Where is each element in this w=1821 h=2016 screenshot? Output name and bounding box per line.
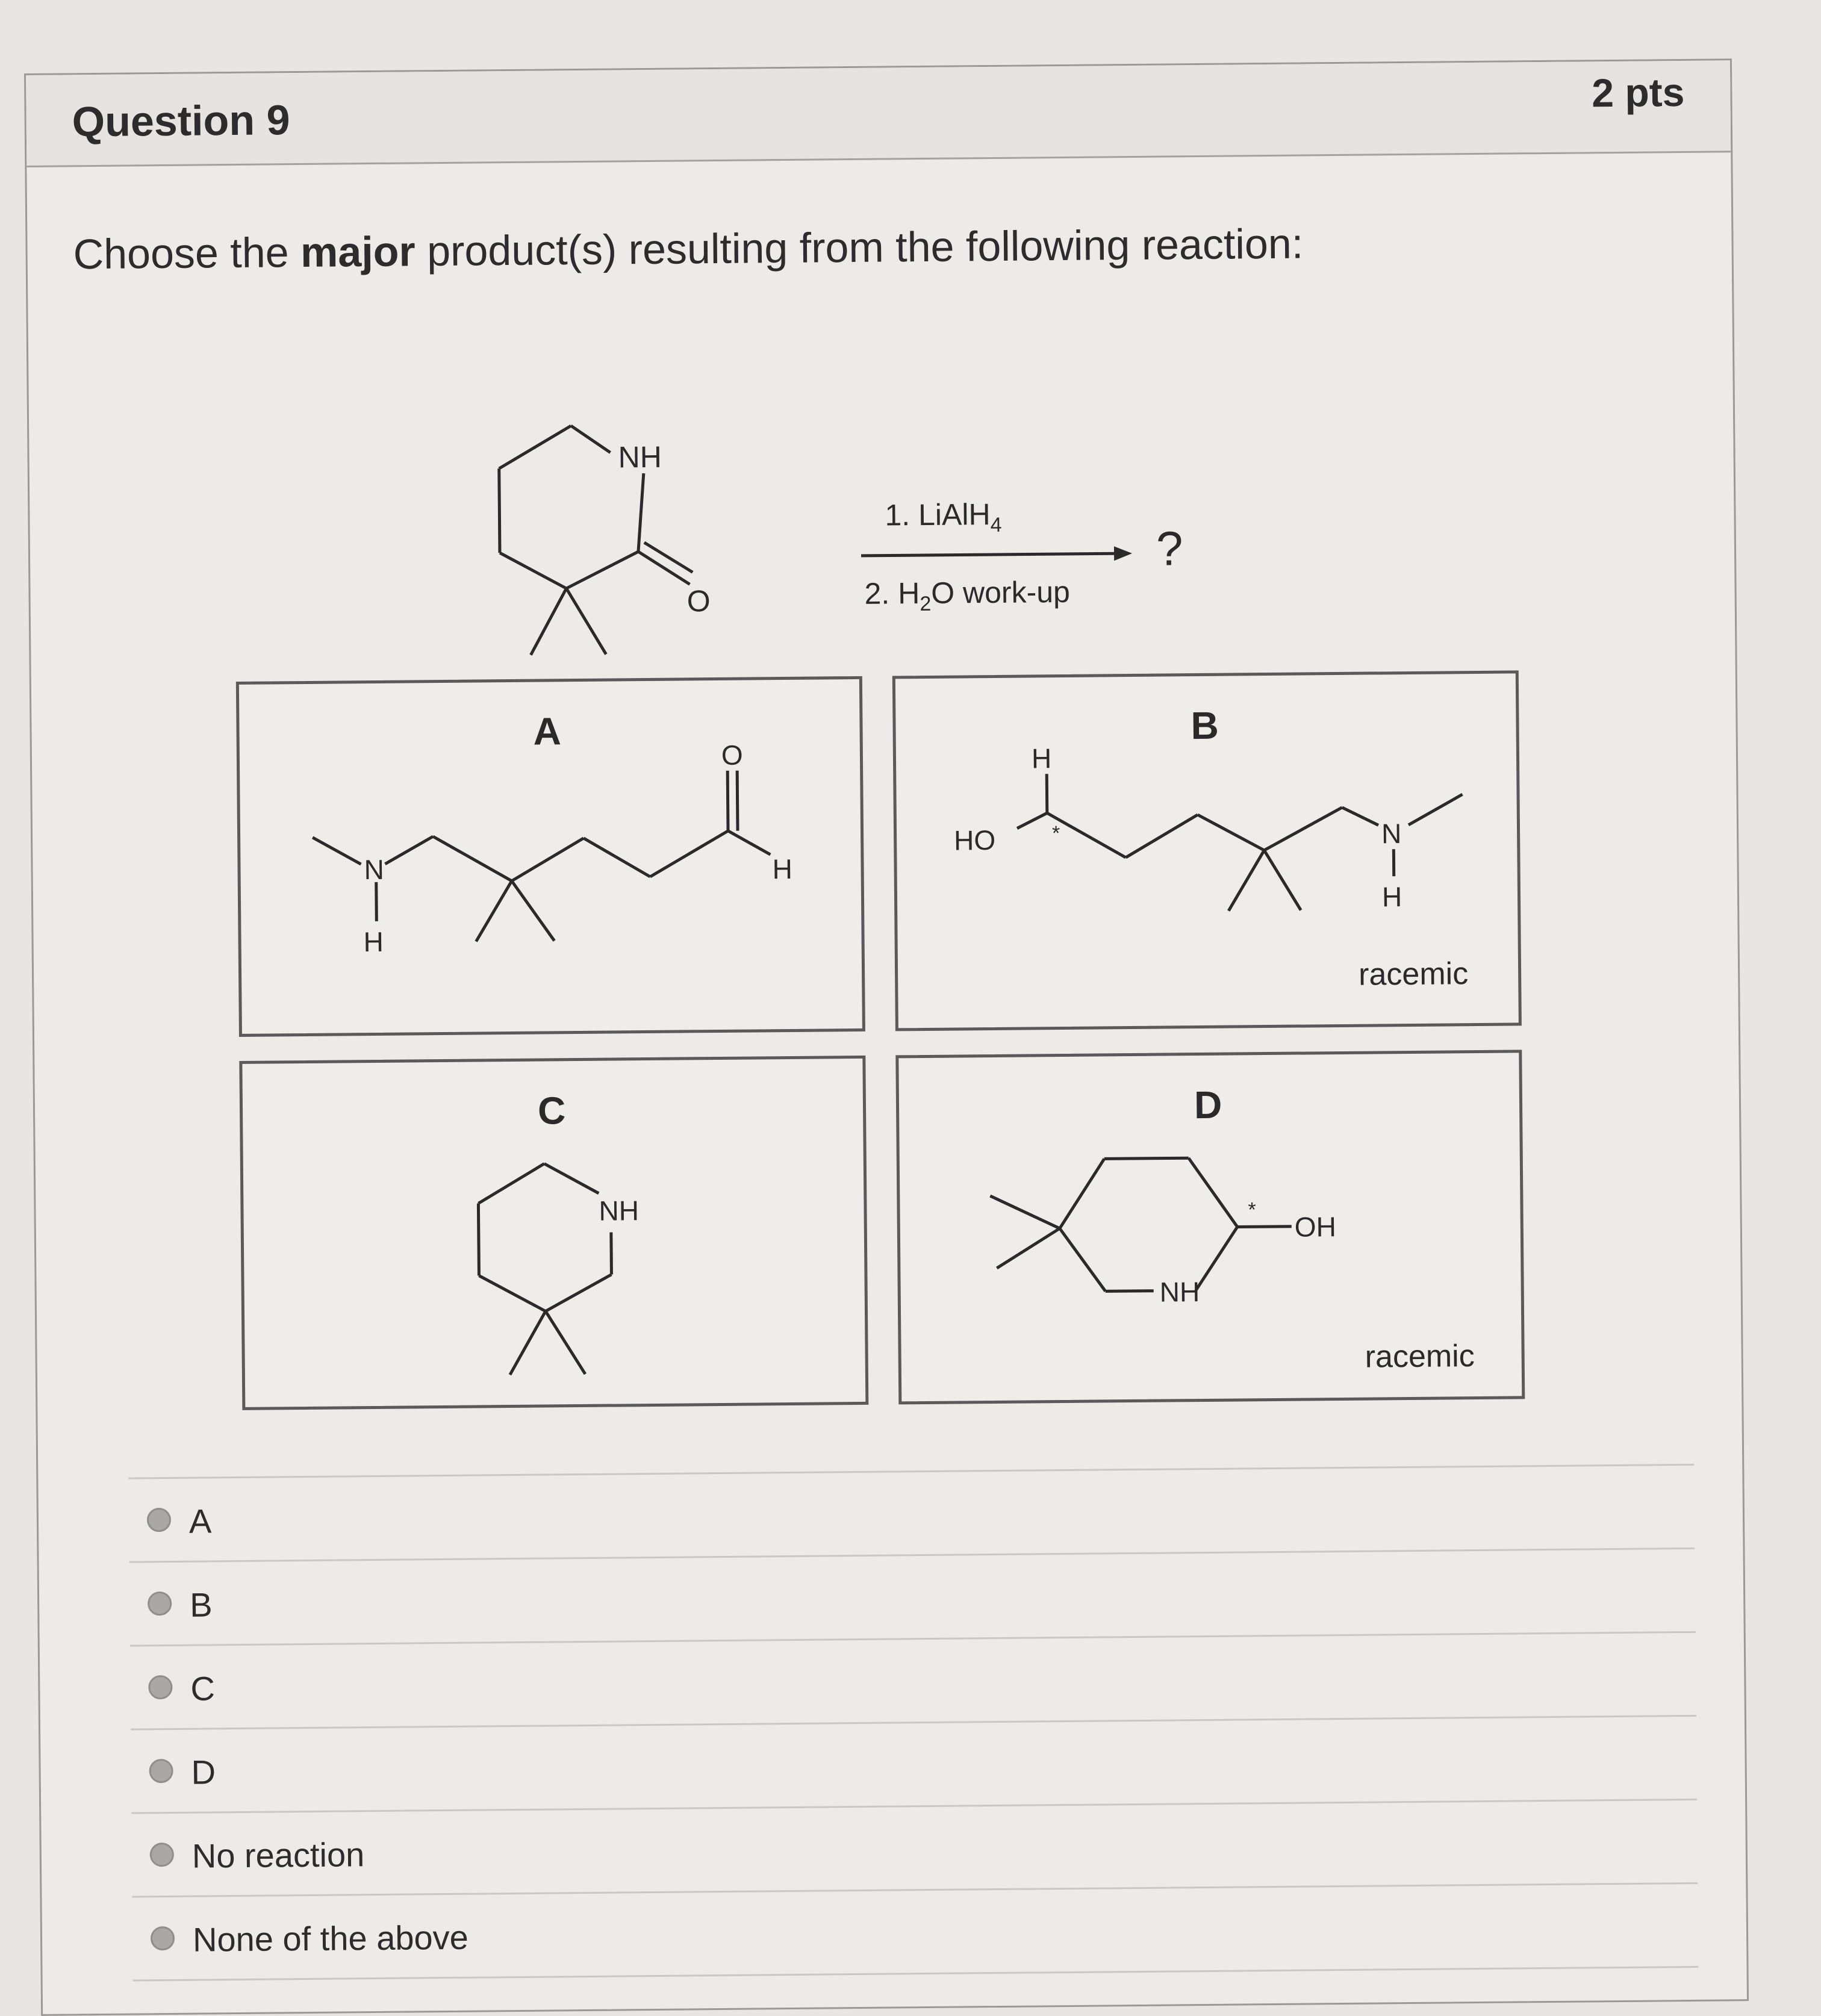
- radio-button[interactable]: [151, 1926, 175, 1950]
- option-a-label: A: [533, 709, 561, 753]
- answer-label: No reaction: [192, 1835, 365, 1875]
- option-a-box: [236, 676, 865, 1037]
- option-c-label: C: [538, 1088, 566, 1133]
- option-b-note: racemic: [1359, 956, 1469, 992]
- option-d-nh: NH: [1160, 1276, 1200, 1308]
- radio-button[interactable]: [148, 1675, 172, 1699]
- question-panel: [24, 58, 1749, 2016]
- answer-label: D: [191, 1752, 216, 1791]
- radio-button[interactable]: [148, 1591, 172, 1616]
- reagent-step-1: 1. LiAlH$_4$: [885, 497, 1002, 538]
- answer-option-c[interactable]: [130, 1631, 1696, 1729]
- option-c-box: [239, 1056, 868, 1410]
- option-b-ho: HO: [954, 824, 995, 856]
- option-b-stereo-star: *: [1052, 822, 1060, 845]
- prompt-text-end: product(s) resulting from the following reaction:: [415, 220, 1303, 275]
- question-title: Question 9: [72, 96, 290, 146]
- option-b-box: [892, 670, 1522, 1031]
- option-c-nh: NH: [599, 1195, 639, 1227]
- question-points: 2 pts: [1592, 69, 1685, 116]
- option-a-o: O: [721, 739, 743, 771]
- option-d-stereo-star: *: [1248, 1198, 1256, 1221]
- option-b-n: N: [1381, 818, 1402, 849]
- question-header: [26, 60, 1731, 167]
- answer-label: C: [190, 1669, 215, 1708]
- reagent-step-2: 2. $H_2O$ work-up: [864, 575, 1070, 616]
- option-b-structure: [895, 673, 1519, 1028]
- answer-list: [128, 1464, 1698, 1982]
- option-a-n: N: [364, 854, 384, 885]
- answer-option-d[interactable]: [131, 1715, 1697, 1812]
- unknown-product: ?: [1156, 521, 1183, 575]
- option-d-note: racemic: [1365, 1339, 1475, 1375]
- reactant-o-label: O: [686, 584, 710, 618]
- answer-option-none[interactable]: [132, 1882, 1698, 1982]
- prompt-text-start: Choose the: [73, 229, 300, 278]
- reactant-nh-label: NH: [618, 440, 662, 474]
- option-c-structure: [242, 1059, 865, 1407]
- option-d-structure: [898, 1053, 1522, 1401]
- answer-label: None of the above: [193, 1918, 468, 1959]
- option-a-h1: H: [363, 926, 384, 957]
- answer-label: B: [190, 1585, 213, 1624]
- option-b-label: B: [1191, 703, 1219, 748]
- option-d-label: D: [1194, 1083, 1222, 1127]
- answer-option-no-reaction[interactable]: [131, 1799, 1698, 1896]
- option-b-h-top: H: [1032, 742, 1052, 774]
- option-d-box: [895, 1050, 1525, 1404]
- radio-button[interactable]: [150, 1843, 174, 1867]
- option-b-h: H: [1382, 881, 1402, 912]
- prompt-emphasis: major: [300, 228, 416, 276]
- option-a-h2: H: [772, 853, 792, 885]
- answer-label: A: [189, 1501, 212, 1540]
- answer-option-a[interactable]: [128, 1464, 1695, 1561]
- option-a-structure: [239, 679, 862, 1034]
- answer-option-b[interactable]: [129, 1548, 1696, 1645]
- question-prompt: [73, 219, 1303, 278]
- radio-button[interactable]: [149, 1759, 173, 1783]
- option-d-oh: OH: [1295, 1211, 1336, 1243]
- radio-button[interactable]: [147, 1508, 171, 1532]
